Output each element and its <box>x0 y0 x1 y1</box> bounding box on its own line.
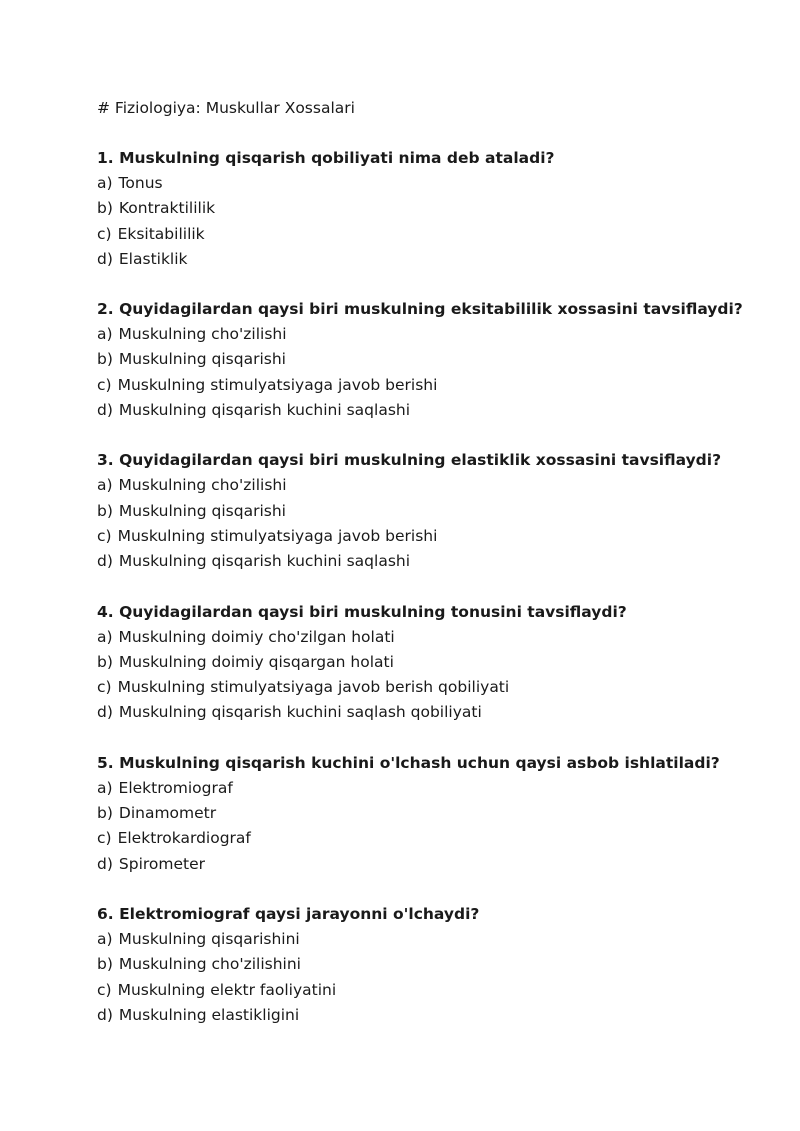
answer-option <box>97 776 737 801</box>
option-text: Muskulning cho'zilishi <box>118 476 287 495</box>
option-text: Elektromiograf <box>118 778 233 797</box>
option-text: Muskulning cho'zilishi <box>118 325 287 344</box>
question-text: 4. Quyidagilardan qaysi biri muskulning tonusini tavsiflaydi? <box>97 602 627 621</box>
answer-option <box>97 196 737 221</box>
answer-option <box>97 625 737 650</box>
option-text: Muskulning qisqarishi <box>118 350 286 369</box>
option-letter: b) <box>97 804 113 823</box>
option-letter: a) <box>97 627 113 646</box>
document-page <box>97 96 743 1053</box>
option-text: Elektrokardiograf <box>117 829 251 848</box>
option-letter: b) <box>97 501 113 520</box>
option-letter: b) <box>97 199 113 218</box>
answer-option <box>97 322 737 347</box>
option-text: Muskulning stimulyatsiyaga javob berish qobiliyati <box>117 678 510 697</box>
question-text: 2. Quyidagilardan qaysi biri muskulning eksitabililik xossasini tavsiflaydi? <box>97 300 743 319</box>
option-letter: d) <box>97 249 113 268</box>
option-text: Muskulning qisqarishi <box>118 501 286 520</box>
answer-option <box>97 675 737 700</box>
option-letter: c) <box>97 980 112 999</box>
option-letter: d) <box>97 703 113 722</box>
option-letter: a) <box>97 778 113 797</box>
option-text: Eksitabililik <box>117 224 205 243</box>
option-letter: a) <box>97 325 113 344</box>
option-text: Kontraktililik <box>118 199 216 218</box>
option-text: Muskulning qisqarish kuchini saqlashi <box>118 401 411 420</box>
question-text: 1. Muskulning qisqarish qobiliyati nima deb ataladi? <box>97 149 555 167</box>
answer-option <box>97 927 737 952</box>
option-text: Tonus <box>118 174 163 192</box>
option-letter: c) <box>97 678 112 697</box>
question-block <box>97 600 737 726</box>
answer-option <box>97 347 737 372</box>
option-text: Muskulning qisqarish kuchini saqlash qobiliyati <box>118 703 482 722</box>
option-text: Elastiklik <box>118 249 188 268</box>
option-text: Muskulning cho'zilishini <box>118 955 301 974</box>
question-list <box>97 146 743 1028</box>
answer-option <box>97 852 737 877</box>
option-letter: a) <box>97 476 113 495</box>
option-text: Muskulning elastikligini <box>118 1005 300 1024</box>
question-block <box>97 751 737 877</box>
answer-option <box>97 826 737 851</box>
option-letter: b) <box>97 652 113 671</box>
question-text: 3. Quyidagilardan qaysi biri muskulning elastiklik xossasini tavsiflaydi? <box>97 451 722 470</box>
option-text: Spirometer <box>118 854 206 873</box>
answer-option <box>97 473 737 498</box>
option-text: Muskulning stimulyatsiyaga javob berishi <box>117 375 438 394</box>
option-letter: c) <box>97 526 112 545</box>
option-letter: b) <box>97 350 113 369</box>
answer-option <box>97 549 737 574</box>
option-letter: a) <box>97 174 113 192</box>
option-letter: d) <box>97 552 113 571</box>
answer-option <box>97 373 737 398</box>
question-text: 5. Muskulning qisqarish kuchini o'lchash uchun qaysi asbob ishlatiladi? <box>97 753 720 772</box>
answer-option <box>97 171 737 196</box>
option-letter: d) <box>97 1005 113 1024</box>
option-letter: b) <box>97 955 113 974</box>
option-letter: d) <box>97 854 113 873</box>
answer-option <box>97 650 737 675</box>
option-text: Muskulning doimiy qisqargan holati <box>118 652 394 671</box>
option-letter: a) <box>97 929 113 948</box>
document-title: # Fiziologiya: Muskullar Xossalari <box>97 99 355 117</box>
question-block <box>97 297 743 423</box>
answer-option <box>97 247 737 272</box>
option-letter: d) <box>97 401 113 420</box>
answer-option <box>97 801 737 826</box>
question-block <box>97 902 737 1028</box>
question-text: 6. Elektromiograf qaysi jarayonni o'lchaydi? <box>97 904 480 923</box>
option-text: Dinamometr <box>118 804 217 823</box>
answer-option <box>97 222 737 247</box>
question-block <box>97 146 737 272</box>
option-text: Muskulning elektr faoliyatini <box>117 980 337 999</box>
option-text: Muskulning qisqarishini <box>118 929 300 948</box>
answer-option <box>97 499 737 524</box>
option-text: Muskulning qisqarish kuchini saqlashi <box>118 552 411 571</box>
answer-option <box>97 398 737 423</box>
answer-option <box>97 978 737 1003</box>
question-block <box>97 448 737 574</box>
answer-option <box>97 700 737 725</box>
option-text: Muskulning doimiy cho'zilgan holati <box>118 627 395 646</box>
option-letter: c) <box>97 829 112 848</box>
option-text: Muskulning stimulyatsiyaga javob berishi <box>117 526 438 545</box>
answer-option <box>97 524 737 549</box>
option-letter: c) <box>97 224 112 243</box>
answer-option <box>97 952 737 977</box>
option-letter: c) <box>97 375 112 394</box>
answer-option <box>97 1003 737 1028</box>
